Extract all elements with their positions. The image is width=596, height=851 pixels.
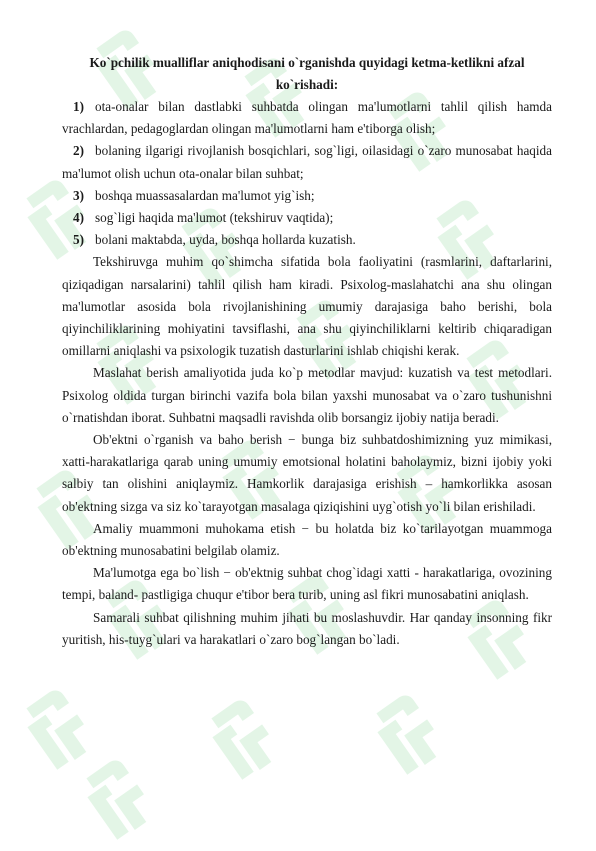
document-title <box>62 52 552 96</box>
list-item-number: 5) <box>73 232 84 248</box>
paragraph: Tekshiruvga muhim qo`shimcha sifatida bola faoliyatini (rasmlarini, daftarlarini, qiziqadigan narsalarini) tahlil qilish ham kiradi. Psixolog-maslahatchi ana shu olingan ma'lumotlar asosida bola rivojlanishining umumiy darajasiga baho berishi, bola qiyinchiliklarining mohiyatini tavsiflashi, ana shu qiyinchiliklarni keltirib chiqaradigan omillarni aniqlashi va psixologik tuzatish dasturlarini ishlab chiqishi kerak. <box>62 254 552 359</box>
list-item-number: 2) <box>73 143 84 159</box>
paragraph: Samarali suhbat qilishning muhim jihati bu moslashuvdir. Har qanday insonning fikr yuritish, his-tuyg`ulari va harakatlari o`zaro bog`langan bo`ladi. <box>62 609 552 647</box>
list-item <box>62 229 552 251</box>
document-page <box>62 52 552 651</box>
list-item-text: bolaning ilgarigi rivojlanish bosqichlari, sog`ligi, oilasidagi o`zaro munosabat haqida ma'lumot olish uchun ota-onalar bilan suhbat; <box>62 143 552 181</box>
paragraph: Maslahat berish amaliyotida juda ko`p metodlar mavjud: kuzatish va test metodlari. Psixolog oldida turgan birinchi vazifa bola bilan yaxshi munosabat va o`zaro tushunishni o`rnatishdan iborat. Suhbatni maqsadli ravishda olib borsangiz ijobiy natija beradi. <box>62 365 552 425</box>
list-item-number: 1) <box>73 99 84 114</box>
list-item-text: boshqa muassasalardan ma'lumot yig`ish; <box>95 187 315 203</box>
list-item-number: 4) <box>73 210 84 226</box>
watermark-logo-icon <box>73 751 164 847</box>
paragraph: Amaliy muammoni muhokama etish − bu holatda biz ko`tarilayotgan muammoga ob'ektning munosabatini belgilab olamiz. <box>62 520 552 559</box>
list-item-text: ota-onalar bilan dastlabki suhbatda olingan ma'lumotlarni tahlil qilish hamda vrachlardan, pedagoglardan olingan ma'lumotlarni ham e'tiborga olish; <box>62 99 552 137</box>
title-line-2: ko`rishadi: <box>275 77 339 92</box>
paragraph: Ma'lumotga ega bo`lish − ob'ektnig suhbat chog`idagi xatti - harakatlariga, ovozining tempi, baland- pastligiga chuqur e'tibor bera turib, uning asl fikri munosabatini aniqlash. <box>62 565 552 603</box>
list-item <box>62 140 552 184</box>
watermark-logo-icon <box>13 681 104 777</box>
title-line-1: Ko`pchilik mualliflar aniqhodisani o`rganishda quyidagi ketma-ketlikni afzal <box>89 55 525 70</box>
list-item <box>62 207 552 229</box>
list-item-text: bolani maktabda, uyda, boshqa hollarda kuzatish. <box>95 232 356 248</box>
list-item-number: 3) <box>73 187 84 203</box>
list-item-text: sog`ligi haqida ma'lumot (tekshiruv vaqtida); <box>95 210 334 226</box>
list-item <box>62 96 552 140</box>
watermark-logo-icon <box>363 686 454 782</box>
watermark-logo-icon <box>198 691 289 787</box>
list-item <box>62 185 552 207</box>
paragraph: Ob'ektni o`rganish va baho berish − bunga biz suhbatdoshimizning yuz mimikasi, xatti-harakatlariga qarab uning umumiy emotsional holatini baholaymiz, bizni ijobiy yoki salbiy tan olishini aniqlaymiz. Hamkorlik darajasiga erishish – hamkorlikka asosan ob'ektning sizga va siz ko`tarayotgan masalaga qiziqishini uyg`otish yo`li bilan erishiladi. <box>62 432 552 514</box>
